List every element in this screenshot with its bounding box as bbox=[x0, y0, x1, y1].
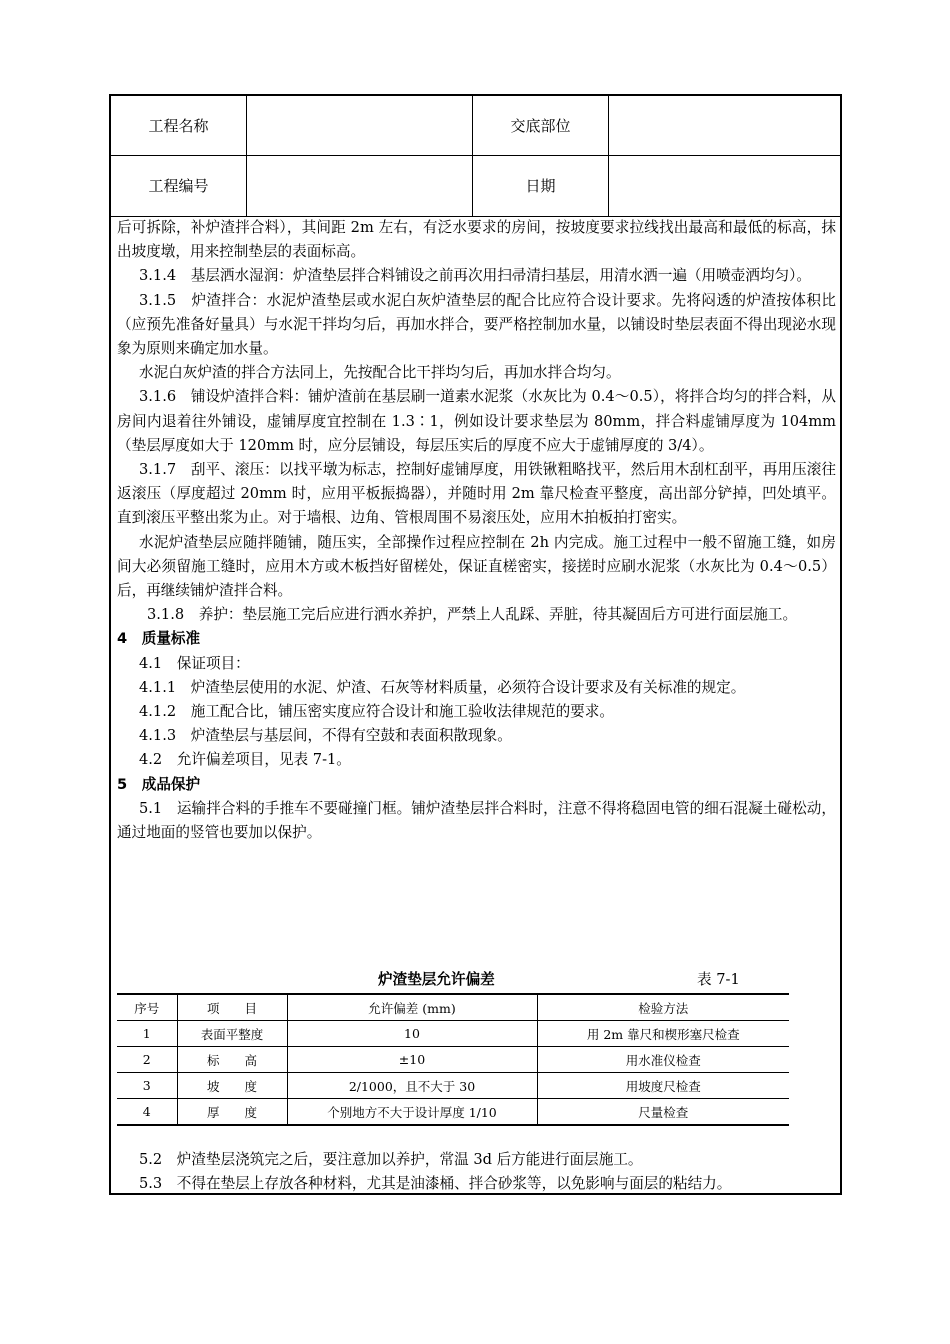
column-header: 项 目 bbox=[177, 994, 287, 1021]
paragraph: 5.1 运输拌合料的手推车不要碰撞门框。铺炉渣垫层拌合料时，注意不得将稳固电管的细石混凝土碰松动，通过地面的竖管也要加以保护。 bbox=[117, 799, 836, 842]
paragraph: 4.1.1 炉渣垫层使用的水泥、炉渣、石灰等材料质量，必须符合设计要求及有关标准的规定。 bbox=[139, 678, 746, 696]
table-title: 炉渣垫层允许偏差 bbox=[378, 971, 495, 988]
table-row bbox=[117, 1047, 789, 1073]
section-heading: 5 成品保护 bbox=[117, 775, 201, 793]
handover-part-value bbox=[609, 96, 840, 155]
table-cell: 用水准仪检查 bbox=[537, 1047, 789, 1073]
handover-part-label: 交底部位 bbox=[510, 117, 571, 135]
paragraph: 3.1.6 铺设炉渣拌合料：铺炉渣前在基层刷一道素水泥浆（水灰比为 0.4～0.5），将拌合均匀的拌合料，从房间内退着往外铺设，虚铺厚度宜控制在 1.3∶1，例如设计要求垫层为 80mm，拌合料虚铺厚度为 104mm（垫层厚度如大于 120mm 时，应分层铺设，每层压实后的厚度不应大于虚铺厚度的 3/4）。 bbox=[117, 388, 836, 454]
handover-sheet bbox=[109, 94, 842, 1195]
table-row bbox=[117, 1073, 789, 1099]
paragraph: 5.2 炉渣垫层浇筑完之后，要注意加以养护，常温 3d 后方能进行面层施工。 bbox=[139, 1151, 643, 1168]
paragraph: 水泥白灰炉渣的拌合方法同上，先按配合比干拌均匀后，再加水拌合均匀。 bbox=[139, 364, 621, 382]
table-caption bbox=[111, 968, 840, 992]
header-table bbox=[111, 96, 840, 217]
paragraph: 3.1.8 养护：垫层施工完后应进行洒水养护，严禁上人乱踩、弄脏，待其凝固后方可进行面层施工。 bbox=[147, 606, 798, 624]
table-cell: 尺量检查 bbox=[537, 1099, 789, 1126]
table-cell: 坡 度 bbox=[177, 1073, 287, 1099]
project-name-label: 工程名称 bbox=[148, 117, 209, 135]
section-heading: 4 质量标准 bbox=[117, 630, 201, 648]
table-cell: 2 bbox=[117, 1047, 177, 1073]
paragraph: 4.1.3 炉渣垫层与基层间，不得有空鼓和表面积散现象。 bbox=[139, 727, 512, 745]
paragraph: 3.1.4 基层洒水湿润：炉渣垫层拌合料铺设之前再次用扫帚清扫基层，用清水洒一遍（用喷壶洒均匀）。 bbox=[139, 267, 811, 285]
closing-text bbox=[117, 1148, 836, 1196]
column-header: 允许偏差 (mm) bbox=[287, 994, 537, 1021]
table-cell: 10 bbox=[287, 1021, 537, 1047]
paragraph: 4.1.2 施工配合比，铺压密实度应符合设计和施工验收法律规范的要求。 bbox=[139, 703, 614, 721]
date-value bbox=[609, 156, 840, 215]
table-cell: 用坡度尺检查 bbox=[537, 1073, 789, 1099]
table-cell: 3 bbox=[117, 1073, 177, 1099]
table-cell: 个别地方不大于设计厚度 1/10 bbox=[287, 1099, 537, 1126]
table-cell: 表面平整度 bbox=[177, 1021, 287, 1047]
table-cell: 标 高 bbox=[177, 1047, 287, 1073]
paragraph: 3.1.7 刮平、滚压：以找平墩为标志，控制好虚铺厚度，用铁锹粗略找平，然后用木刮杠刮平，再用压滚往返滚压（厚度超过 20mm 时，应用平板振捣器），并随时用 2m 靠尺检查平整度，高出部分铲掉，凹处填平。直到滚压平整出浆为止。对于墙根、边角、管根周围不易滚压处，应用木拍板拍打密实。 bbox=[117, 461, 836, 527]
table-number: 表 7-1 bbox=[697, 971, 740, 988]
body-text bbox=[117, 216, 836, 845]
project-no-value bbox=[247, 156, 472, 215]
table-row bbox=[117, 1099, 789, 1126]
table-cell: 4 bbox=[117, 1099, 177, 1126]
paragraph: 4.1 保证项目： bbox=[139, 654, 250, 672]
column-header: 序号 bbox=[117, 994, 177, 1021]
project-name-value bbox=[247, 96, 472, 155]
date-label: 日期 bbox=[525, 177, 556, 195]
table-cell: ±10 bbox=[287, 1047, 537, 1073]
table-header-row bbox=[117, 994, 789, 1021]
table-cell: 厚 度 bbox=[177, 1099, 287, 1126]
paragraph: 水泥炉渣垫层应随拌随铺，随压实，全部操作过程应控制在 2h 内完成。施工过程中一般不留施工缝，如房间大必须留施工缝时，应用木方或木板挡好留槎处，保证直槎密实，接搓时应刷水泥浆（水灰比为 0.4～0.5）后，再继续铺炉渣拌合料。 bbox=[117, 533, 836, 600]
paragraph: 后可拆除，补炉渣拌合料），其间距 2m 左右，有泛水要求的房间，按坡度要求拉线找出最高和最低的标高，抹出坡度墩，用来控制垫层的表面标高。 bbox=[117, 219, 836, 261]
table-cell: 1 bbox=[117, 1021, 177, 1047]
column-header: 检验方法 bbox=[537, 994, 789, 1021]
table-cell: 2/1000，且不大于 30 bbox=[287, 1073, 537, 1099]
paragraph: 3.1.5 炉渣拌合：水泥炉渣垫层或水泥白灰炉渣垫层的配合比应符合设计要求。先将闷透的炉渣按体积比（应预先准备好量具）与水泥干拌均匀后，再加水拌合，要严格控制加水量，以铺设时垫层表面不得出现泌水现象为原则来确定加水量。 bbox=[117, 291, 836, 358]
project-no-label: 工程编号 bbox=[148, 177, 209, 195]
table-cell: 用 2m 靠尺和楔形塞尺检查 bbox=[537, 1021, 789, 1047]
deviation-table bbox=[117, 993, 789, 1126]
paragraph: 5.3 不得在垫层上存放各种材料，尤其是油漆桶、拌合砂浆等，以免影响与面层的粘结力。 bbox=[139, 1175, 732, 1193]
paragraph: 4.2 允许偏差项目，见表 7-1。 bbox=[139, 751, 351, 769]
table-row bbox=[117, 1021, 789, 1047]
